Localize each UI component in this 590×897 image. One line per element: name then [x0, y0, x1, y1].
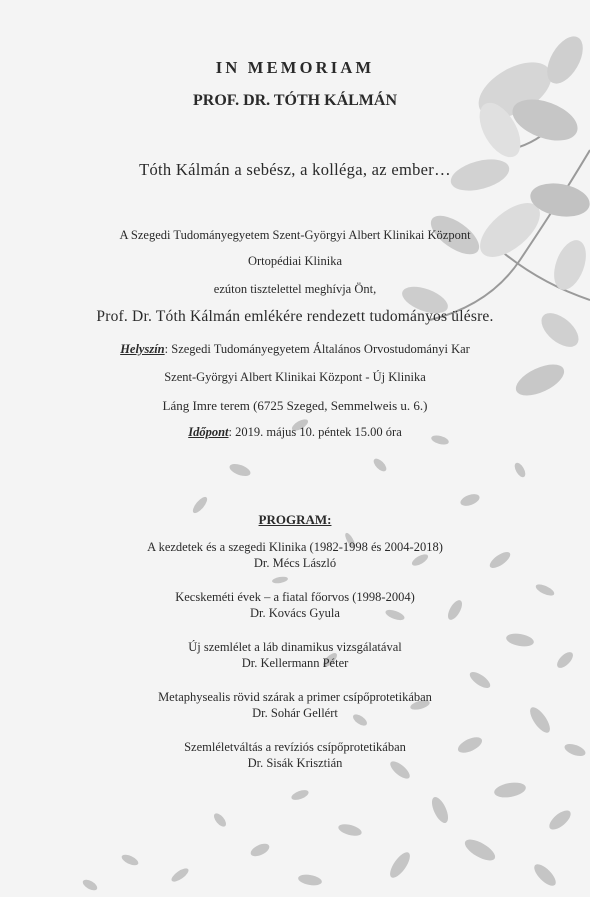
venue-label: Helyszín — [120, 342, 165, 356]
program-item-1-talk: A kezdetek és a szegedi Klinika (1982-1998 és 2004-2018) — [147, 540, 443, 554]
motto: Tóth Kálmán a sebész, a kolléga, az ember… — [139, 160, 451, 179]
venue-line-3: Láng Imre terem (6725 Szeged, Semmelweis u. 6.) — [162, 398, 428, 413]
invitation-line-4: Prof. Dr. Tóth Kálmán emlékére rendezett tudományos ülésre. — [96, 308, 494, 325]
program-item-2-talk: Kecskeméti évek – a fiatal főorvos (1998-2004) — [175, 590, 415, 604]
program-item-2-speaker: Dr. Kovács Gyula — [250, 606, 340, 620]
time-line — [0, 425, 590, 440]
program-item-5-speaker: Dr. Sisák Krisztián — [247, 756, 343, 770]
invitation-line-1: A Szegedi Tudományegyetem Szent-Györgyi Albert Klinikai Központ — [119, 228, 471, 242]
program-item-1-speaker: Dr. Mécs László — [253, 556, 337, 570]
program-item-3-talk: Új szemlélet a láb dinamikus vizsgálatával — [188, 640, 402, 654]
venue-value: : Szegedi Tudományegyetem Általános Orvostudományi Kar — [164, 342, 470, 356]
program-item-4-talk: Metaphysealis rövid szárak a primer csípőprotetikában — [158, 690, 432, 704]
page-title: IN MEMORIAM — [215, 58, 375, 77]
program-item-3-speaker: Dr. Kellermann Péter — [241, 656, 349, 670]
honoree-name: PROF. DR. TÓTH KÁLMÁN — [192, 92, 397, 109]
invitation-line-3: ezúton tisztelettel meghívja Önt, — [213, 282, 377, 296]
venue-line-2: Szent-Györgyi Albert Klinikai Központ - Új Klinika — [164, 370, 426, 384]
venue-line-1 — [0, 342, 590, 357]
invitation-line-2: Ortopédiai Klinika — [247, 254, 343, 268]
program-heading: PROGRAM: — [258, 512, 332, 527]
time-value: : 2019. május 10. péntek 15.00 óra — [228, 425, 402, 439]
time-label: Időpont — [188, 425, 229, 439]
program-item-5-talk: Szemléletváltás a revíziós csípőprotetikában — [184, 740, 406, 754]
program-item-4-speaker: Dr. Sohár Gellért — [252, 706, 338, 720]
